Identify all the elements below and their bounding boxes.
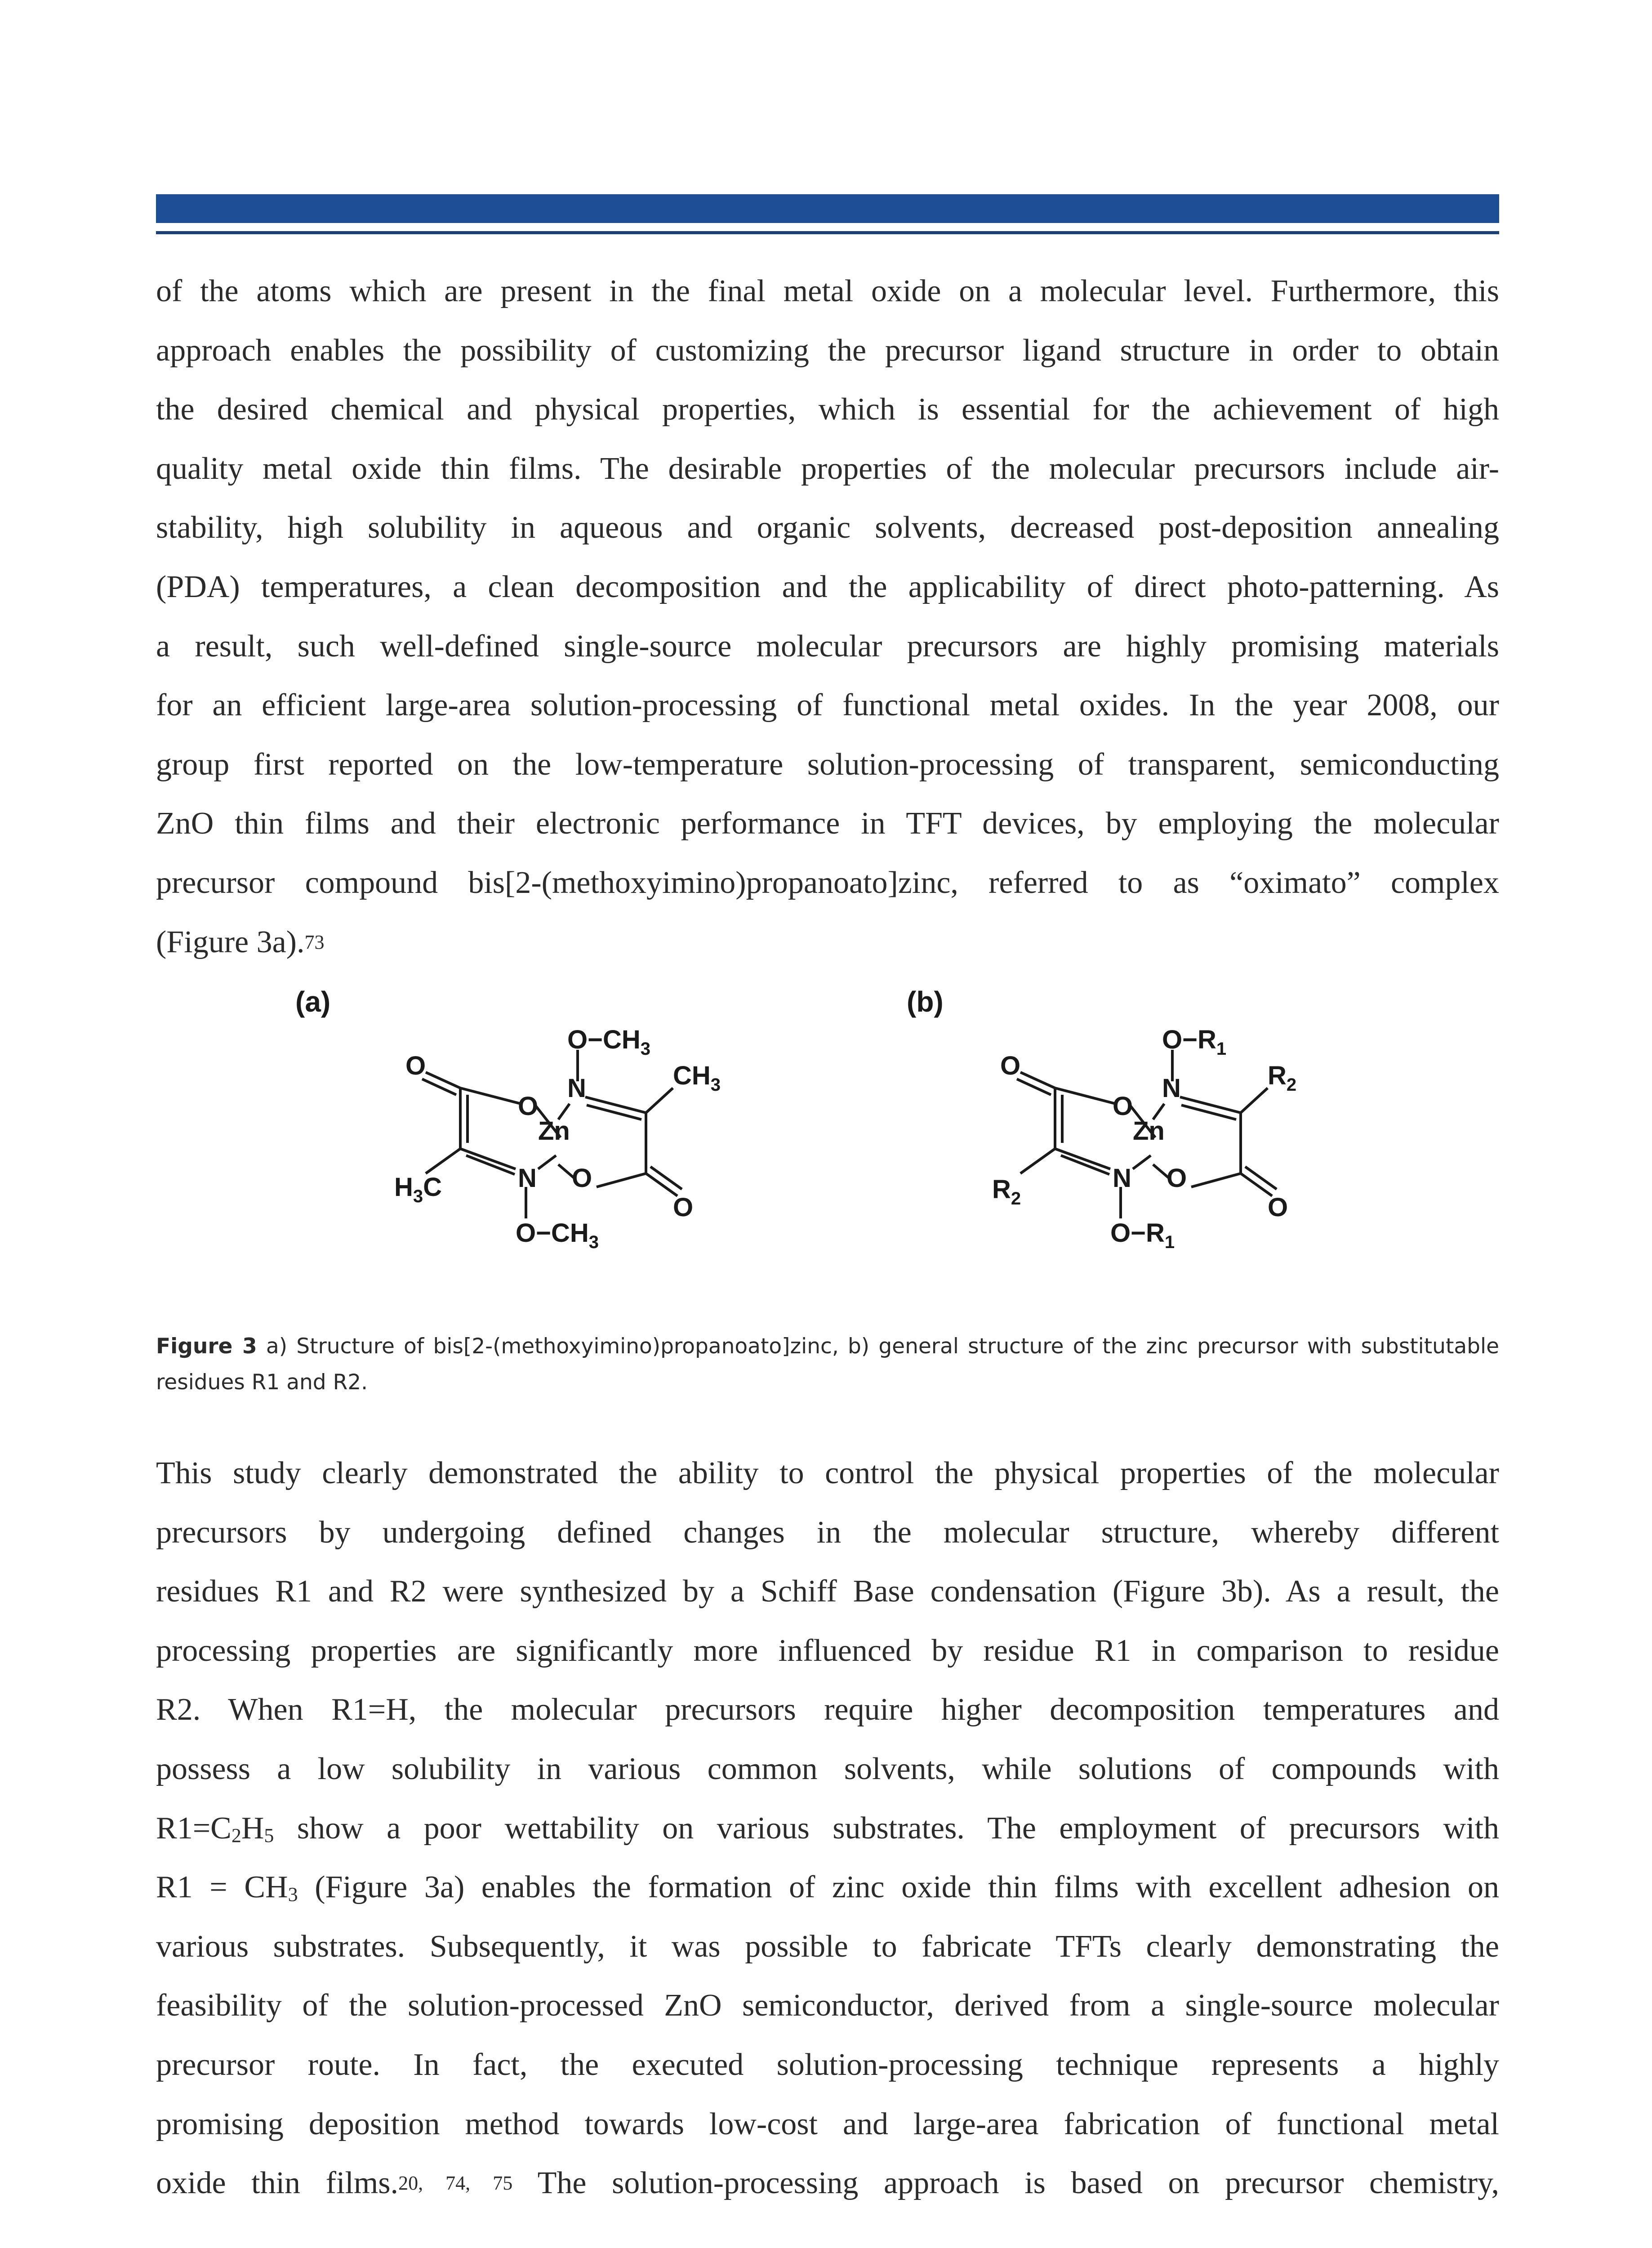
atom-label: O−	[1110, 1218, 1146, 1248]
atom-label: N	[1113, 1164, 1131, 1193]
bond	[1055, 1149, 1110, 1169]
bond	[1020, 1149, 1055, 1173]
subscript: 3	[288, 1883, 298, 1906]
residue-label	[992, 1175, 1021, 1209]
bond	[1245, 1167, 1277, 1189]
atom-label: O	[1167, 1164, 1187, 1193]
residue-label	[1268, 1061, 1296, 1095]
bond	[1133, 1155, 1151, 1169]
bond	[460, 1149, 516, 1169]
text-span: (Figure 3a).	[156, 924, 305, 959]
subscript: 3	[710, 1075, 721, 1095]
chemical-structures-svg	[156, 967, 1499, 1326]
atom-label: N	[567, 1074, 586, 1103]
atom-label: O−	[567, 1025, 603, 1054]
text-line	[156, 1858, 1499, 1917]
text-line	[156, 1799, 1499, 1858]
subscript: 3	[588, 1232, 599, 1252]
bond	[1017, 1079, 1051, 1095]
text-line-last	[156, 913, 1499, 972]
text-span: H	[241, 1811, 264, 1846]
text-span: (Figure 3a) enables the formation of zinc oxide thin films with excellent adhesion on	[298, 1870, 1499, 1905]
caption-label: Figure 3	[156, 1334, 257, 1359]
header-bar	[156, 194, 1499, 223]
bond	[1020, 1072, 1055, 1088]
atom-label: R	[992, 1175, 1011, 1204]
caption-text: a) Structure of bis[2-(methoxyimino)propanoato]zinc, b) general structure of the zinc precursor with substitutable	[257, 1334, 1499, 1359]
bond	[1180, 1097, 1241, 1113]
text-span: R1=C	[156, 1811, 232, 1846]
structure-b-atoms	[992, 1025, 1296, 1252]
subscript: 2	[231, 1824, 241, 1847]
bond	[597, 1173, 646, 1187]
bond	[1181, 1105, 1236, 1120]
atom-label: N	[1162, 1074, 1181, 1103]
bond	[646, 1088, 673, 1113]
text-line: the desired chemical and physical properties, which is essential for the achievement of high	[156, 392, 1499, 427]
text-span: R1 = CH	[156, 1870, 288, 1905]
text-line: ZnO thin films and their electronic performance in TFT devices, by employing the molecular	[156, 806, 1499, 841]
atom-label: O−	[516, 1218, 551, 1248]
bond	[1055, 1088, 1116, 1104]
zinc-label: Zn	[1133, 1116, 1165, 1146]
text-line: feasibility of the solution-processed ZnO semiconductor, derived from a single-source molecular	[156, 1988, 1499, 2023]
atom-label: R	[1268, 1061, 1287, 1090]
panel-b-label: (b)	[907, 986, 944, 1018]
text-line: precursor compound bis[2-(methoxyimino)propanoato]zinc, referred to as “oximato” complex	[156, 865, 1499, 900]
text-span: oxide thin films.	[156, 2166, 399, 2201]
atom-label: CH	[603, 1025, 641, 1054]
bond	[460, 1088, 521, 1104]
methyl-label	[673, 1061, 721, 1095]
paragraph-1	[156, 262, 1499, 972]
atom-label: O	[1000, 1051, 1021, 1080]
figure-caption	[156, 1329, 1499, 1401]
text-line: (PDA) temperatures, a clean decomposition and the applicability of direct photo-patterning. As	[156, 569, 1499, 604]
text-line: for an efficient large-area solution-processing of functional metal oxides. In the year 2008, our	[156, 688, 1499, 723]
atom-label: R	[1198, 1025, 1216, 1054]
atom-label: N	[518, 1164, 537, 1193]
bond	[1241, 1088, 1268, 1113]
subscript: 5	[264, 1824, 274, 1847]
atom-label: CH	[551, 1218, 589, 1248]
text-line: quality metal oxide thin films. The desirable properties of the molecular precursors include air-	[156, 451, 1499, 486]
bond	[1191, 1173, 1241, 1187]
text-span: show a poor wettability on various substrates. The employment of precursors with	[274, 1811, 1499, 1846]
text-line: This study clearly demonstrated the ability to control the physical properties of the molecular	[156, 1456, 1499, 1490]
zinc-label: Zn	[538, 1116, 570, 1146]
caption-line: residues R1 and R2.	[156, 1370, 368, 1395]
atom-label: CH	[673, 1061, 711, 1090]
bond	[426, 1072, 460, 1088]
atom-label: O	[1268, 1193, 1288, 1222]
text-line: precursors by undergoing defined changes in the molecular structure, whereby different	[156, 1515, 1499, 1550]
bond	[585, 1097, 646, 1113]
text-line: possess a low solubility in various common solvents, while solutions of compounds with	[156, 1751, 1499, 1786]
methoxy-label	[567, 1025, 650, 1059]
subscript: 1	[1164, 1232, 1175, 1252]
subscript: 2	[1011, 1189, 1021, 1209]
residue-label	[1162, 1025, 1226, 1059]
bond	[587, 1105, 641, 1120]
panel-a-label: (a)	[295, 986, 331, 1018]
atom-label: O−	[1162, 1025, 1198, 1054]
atom-label: O	[673, 1193, 694, 1222]
text-line	[156, 2154, 1499, 2213]
atom-label: O	[405, 1051, 426, 1080]
paragraph-2	[156, 1444, 1499, 2213]
header-rule	[156, 231, 1499, 234]
citation-superscript: 20, 74, 75	[398, 2172, 513, 2194]
text-line: approach enables the possibility of customizing the precursor ligand structure in order to obtain	[156, 333, 1499, 368]
citation-superscript: 73	[304, 931, 325, 953]
subscript: 3	[640, 1039, 651, 1059]
atom-label: O	[572, 1164, 592, 1193]
text-span: The solution-processing approach is based on precursor chemistry,	[512, 2166, 1500, 2201]
subscript: 3	[413, 1186, 423, 1206]
residue-label	[1110, 1218, 1175, 1252]
bond	[650, 1167, 682, 1189]
caption-line	[156, 1329, 1499, 1365]
text-line: promising deposition method towards low-cost and large-area fabrication of functional metal	[156, 2106, 1499, 2141]
subscript: 2	[1286, 1075, 1297, 1095]
bond	[422, 1079, 456, 1095]
atom-label: O	[1113, 1092, 1133, 1121]
text-line: various substrates. Subsequently, it was possible to fabricate TFTs clearly demonstrating the	[156, 1929, 1499, 1964]
atom-label: O	[518, 1092, 539, 1121]
text-line: residues R1 and R2 were synthesized by a Schiff Base condensation (Figure 3b). As a result, the	[156, 1574, 1499, 1609]
subscript: 1	[1216, 1039, 1227, 1059]
bond	[538, 1155, 556, 1169]
atom-label: C	[423, 1173, 442, 1202]
text-line: processing properties are significantly more influenced by residue R1 in comparison to residue	[156, 1633, 1499, 1668]
structure-a-atoms	[394, 1025, 721, 1252]
text-line: a result, such well-defined single-source molecular precursors are highly promising materials	[156, 629, 1499, 664]
atom-label: H	[394, 1173, 413, 1202]
methoxy-label	[516, 1218, 599, 1252]
methyl-label	[394, 1173, 442, 1206]
figure-3	[156, 967, 1499, 1326]
atom-label: R	[1146, 1218, 1165, 1248]
bond	[426, 1149, 460, 1173]
text-line: of the atoms which are present in the final metal oxide on a molecular level. Furthermore, this	[156, 274, 1499, 308]
text-line: group first reported on the low-temperature solution-processing of transparent, semiconducting	[156, 747, 1499, 782]
text-line: R2. When R1=H, the molecular precursors require higher decomposition temperatures and	[156, 1692, 1499, 1727]
text-line: stability, high solubility in aqueous and organic solvents, decreased post-deposition annealing	[156, 510, 1499, 545]
text-line: precursor route. In fact, the executed solution-processing technique represents a highly	[156, 2047, 1499, 2082]
